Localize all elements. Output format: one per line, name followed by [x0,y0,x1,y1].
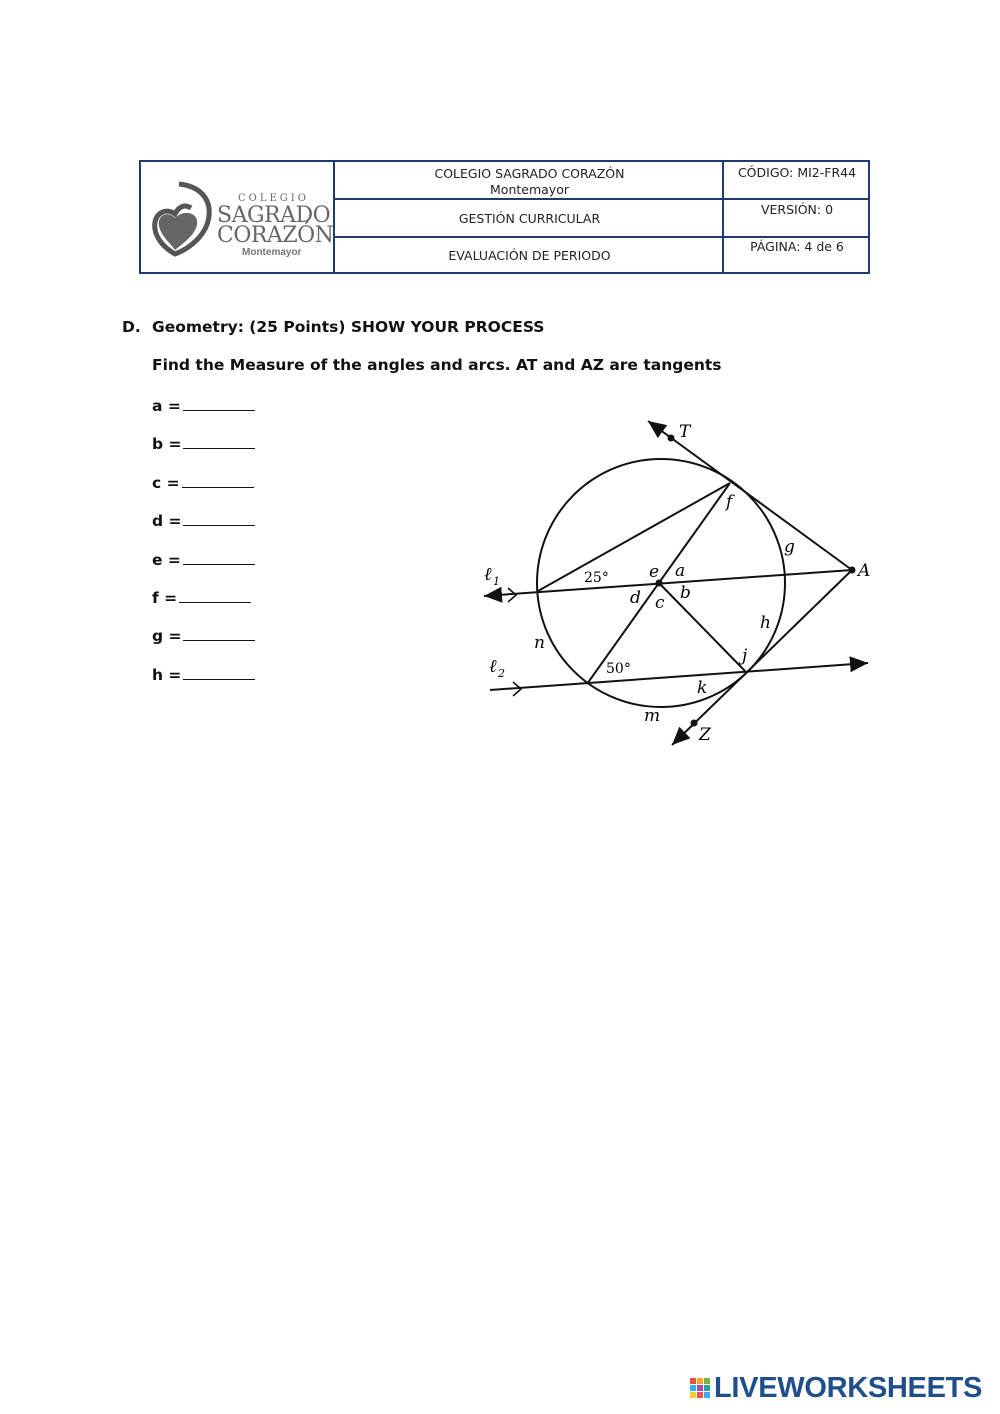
label-angle-50: 50° [606,661,631,677]
chord-c-j [659,583,745,671]
point-z [691,720,698,727]
label-angle-25: 25° [584,570,609,586]
tangent-az [672,570,852,745]
tangent-at [648,421,852,570]
school-name: COLEGIO SAGRADO CORAZÓN [434,166,625,181]
label-l2-sub: 2 [498,667,505,680]
label-n: n [534,633,545,653]
label-a: A [858,561,871,581]
label-j: j [742,646,748,666]
section-letter: D. [122,318,141,336]
label-b-angle: b [680,583,691,603]
section-title: Geometry: (25 Points) SHOW YOUR PROCESS [152,318,545,336]
label-a-angle: a [675,561,686,581]
label-e-angle: e [649,562,660,582]
answer-g: g = [152,626,255,645]
point-a [849,567,856,574]
answer-b: b = [152,434,255,453]
instructions: Find the Measure of the angles and arcs. AT and AZ are tangents [152,356,722,374]
label-h: h [760,613,771,633]
liveworksheets-brand [690,1372,982,1405]
school-name-cell [337,166,722,198]
circle-diagram [470,405,880,750]
answer-g-blank[interactable] [183,626,255,641]
answer-a: a = [152,396,255,415]
answer-e-blank[interactable] [183,550,255,565]
answer-f-blank[interactable] [179,588,251,603]
code-cell: CÓDIGO: MI2-FR44 [737,165,857,180]
label-l1-sub: 1 [493,575,500,588]
logo-line1: SAGRADO [217,203,331,228]
answer-b-blank[interactable] [183,434,255,449]
answer-a-blank[interactable] [183,396,255,411]
label-d-angle: d [630,588,641,608]
answer-h-blank[interactable] [183,665,255,680]
label-m: m [644,706,661,726]
version-cell: VERSIÓN: 0 [760,202,834,217]
answer-c: c = [152,473,254,492]
logo-small-text: COLEGIO [238,193,309,204]
page-cell: PÁGINA: 4 de 6 [750,239,844,254]
campus-name: Montemayor [490,182,569,197]
label-l2: ℓ [489,656,497,677]
logo-line2: CORAZÓN [217,223,334,248]
label-z: Z [699,725,711,745]
label-l1: ℓ [484,564,492,585]
school-logo [141,162,335,272]
answer-d: d = [152,511,255,530]
liveworksheets-text: LIVEWORKSHEETS [714,1372,983,1404]
logo-line3: Montemayor [242,247,302,258]
label-t: T [679,422,691,442]
label-c-angle: c [655,593,665,613]
section-heading [122,318,544,336]
liveworksheets-logo-icon [690,1376,712,1402]
doc-type-cell: EVALUACIÓN DE PERIODO [448,248,611,263]
answer-c-blank[interactable] [182,473,254,488]
point-t [668,435,675,442]
area-cell: GESTIÓN CURRICULAR [458,211,601,226]
line-l2 [490,663,868,690]
document-header [139,160,870,274]
label-k: k [697,678,708,698]
answer-e: e = [152,550,255,569]
label-f: f [726,492,733,512]
answer-f: f = [152,588,251,607]
answer-d-blank[interactable] [183,511,255,526]
label-g: g [784,537,795,557]
answer-h: h = [152,665,255,684]
chord-l1-f [538,483,730,591]
